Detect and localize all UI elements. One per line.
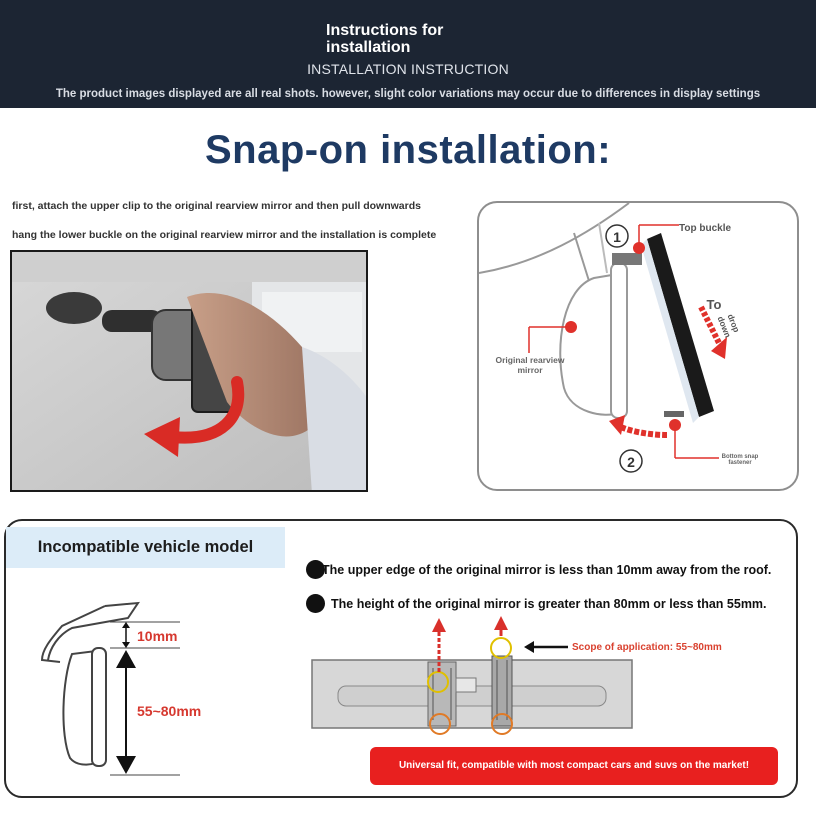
installation-photo xyxy=(10,250,368,492)
original-mirror-label: Original rearview mirror xyxy=(495,355,565,375)
drop-down-label: drop down xyxy=(715,312,742,340)
installation-diagram xyxy=(477,201,799,491)
bottom-snap-label: Bottom snap fastener xyxy=(721,454,759,466)
top-buckle-label: Top buckle xyxy=(679,223,732,234)
step-1-text: first, attach the upper clip to the original rearview mirror and then pull downwards xyxy=(12,200,421,212)
header-bar xyxy=(0,0,816,108)
bullet-2-text: The height of the original mirror is greater than 80mm or less than 55mm. xyxy=(331,597,767,611)
incompatible-title: Incompatible vehicle model xyxy=(6,527,285,568)
main-title: Snap-on installation: xyxy=(204,128,612,172)
bullet-dot-icon xyxy=(306,594,325,613)
step-2-text: hang the lower buckle on the original rearview mirror and the installation is complete xyxy=(12,229,437,241)
header-title: Instructions for installation xyxy=(326,22,444,56)
header-subtitle: INSTALLATION INSTRUCTION xyxy=(307,61,509,77)
scope-label: Scope of application: 55~80mm xyxy=(572,642,722,653)
step-number-1: 1 xyxy=(613,229,621,245)
dim-10mm-label: 10mm xyxy=(137,628,178,644)
bullet-1-text: The upper edge of the original mirror is less than 10mm away from the roof. xyxy=(322,563,772,577)
dim-range-label: 55~80mm xyxy=(137,703,202,719)
header-note: The product images displayed are all real shots. however, slight color variations may occur due to differences in display settings xyxy=(55,88,761,100)
to-label: To xyxy=(706,297,722,312)
compatibility-banner: Universal fit, compatible with most compact cars and suvs on the market! xyxy=(370,747,778,785)
step-number-2: 2 xyxy=(627,454,635,470)
